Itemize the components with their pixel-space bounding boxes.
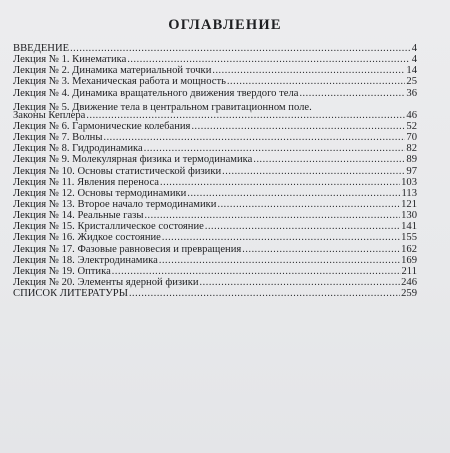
dot-leader	[86, 110, 405, 121]
dot-leader	[129, 288, 400, 299]
toc-entry-page: 36	[406, 87, 417, 99]
toc-entry-label: Лекция № 5. Движение тела в центральном гравитационном поле.	[13, 101, 312, 113]
toc-entry-page: 130	[401, 210, 417, 222]
toc-entry-label: СПИСОК ЛИТЕРАТУРЫ	[13, 288, 128, 300]
dot-leader	[313, 99, 410, 110]
toc-entry-label: Лекция № 13. Второе начало термодинамики	[13, 198, 217, 210]
dot-leader	[191, 121, 405, 132]
toc-entry-page: 103	[401, 176, 417, 188]
toc-entry	[13, 232, 417, 243]
toc-entry-label: Лекция № 8. Гидродинамика	[13, 143, 143, 155]
toc-list	[13, 43, 417, 299]
toc-entry	[13, 166, 417, 177]
dot-leader	[187, 188, 400, 199]
dot-leader	[200, 277, 401, 288]
dot-leader	[144, 143, 406, 154]
toc-entry-label: ВВЕДЕНИЕ	[13, 43, 70, 54]
toc-entry-page: 97	[406, 165, 417, 177]
toc-entry	[13, 255, 417, 266]
toc-entry	[13, 121, 417, 132]
toc-entry	[13, 76, 417, 87]
toc-entry-label: Лекция № 9. Молекулярная физика и термодинамика	[13, 154, 253, 166]
toc-entry-label: Лекция № 12. Основы термодинамики	[13, 187, 187, 199]
toc-entry-label: Лекция № 7. Волны	[13, 132, 103, 144]
toc-entry-label: Лекция № 20. Элементы ядерной физики	[13, 276, 199, 288]
toc-entry-page: 113	[401, 187, 417, 199]
toc-entry	[13, 143, 417, 154]
toc-entry	[13, 65, 417, 76]
toc-entry	[13, 99, 417, 113]
dot-leader	[299, 88, 405, 99]
toc-entry	[13, 110, 417, 121]
toc-entry-label: Лекция № 3. Механическая работа и мощность	[13, 76, 226, 88]
toc-entry-page: 82	[406, 143, 417, 155]
dot-leader	[112, 266, 401, 277]
toc-entry	[13, 221, 417, 232]
dot-leader	[227, 76, 405, 87]
toc-entry-label: Лекция № 19. Оптика	[13, 265, 111, 277]
toc-entry-page: 89	[406, 154, 417, 166]
toc-entry	[13, 132, 417, 143]
toc-entry-page: 155	[401, 232, 417, 244]
toc-entry-page: 14	[406, 65, 417, 77]
dot-leader	[144, 210, 400, 221]
toc-entry	[13, 210, 417, 221]
toc-entry	[13, 277, 417, 288]
toc-entry-label: Лекция № 11. Явления переноса	[13, 176, 159, 188]
toc-entry	[13, 188, 417, 199]
toc-entry-page: 246	[401, 276, 417, 288]
toc-entry-label: Законы Кеплера	[13, 109, 86, 121]
dot-leader	[162, 232, 400, 243]
toc-entry-page: 46	[406, 109, 417, 121]
toc-entry-page: 169	[401, 254, 417, 266]
toc-entry-page: 25	[406, 76, 417, 88]
toc-entry	[13, 54, 417, 65]
dot-leader	[217, 199, 400, 210]
dot-leader	[160, 177, 400, 188]
dot-leader	[205, 221, 400, 232]
toc-entry-label: Лекция № 17. Фазовые равновесия и превращения	[13, 243, 242, 255]
toc-entry	[13, 88, 417, 99]
toc-entry-page: 211	[401, 265, 417, 277]
dot-leader	[127, 54, 410, 65]
toc-entry-label: Лекция № 4. Динамика вращательного движения твердого тела	[13, 87, 299, 99]
toc-entry-label: Лекция № 16. Жидкое состояние	[13, 232, 161, 244]
toc-entry	[13, 177, 417, 188]
toc-entry-label: Лекция № 14. Реальные газы	[13, 210, 144, 222]
toc-entry-label: Лекция № 2. Динамика материальной точки	[13, 65, 212, 77]
dot-leader	[70, 43, 410, 54]
toc-entry-label: Лекция № 18. Электродинамика	[13, 254, 158, 266]
toc-entry-label: Лекция № 15. Кристаллическое состояние	[13, 221, 204, 233]
toc-entry-page: 4	[411, 43, 417, 54]
dot-leader	[212, 65, 405, 76]
toc-entry-page: 70	[406, 132, 417, 144]
toc-entry	[13, 266, 417, 277]
toc-entry-page: 162	[401, 243, 417, 255]
toc-entry	[13, 244, 417, 255]
toc-entry-page: 259	[401, 288, 417, 300]
toc-entry-page: 4	[411, 54, 417, 66]
toc-entry	[13, 43, 417, 54]
toc-entry-label: Лекция № 6. Гармонические колебания	[13, 120, 191, 132]
page-title: ОГЛАВЛЕНИЕ	[168, 17, 282, 33]
dot-leader	[159, 255, 400, 266]
toc-entry-label: Лекция № 10. Основы статистической физики	[13, 165, 222, 177]
dot-leader	[253, 154, 405, 165]
toc-entry	[13, 199, 417, 210]
toc-entry-page: 52	[406, 120, 417, 132]
dot-leader	[222, 166, 405, 177]
dot-leader	[103, 132, 405, 143]
toc-entry-label: Лекция № 1. Кинематика	[13, 54, 127, 66]
toc-entry-page: 121	[401, 198, 417, 210]
dot-leader	[242, 244, 400, 255]
toc-entry	[13, 288, 417, 299]
toc-entry-page: 141	[401, 221, 417, 233]
toc-entry	[13, 154, 417, 165]
